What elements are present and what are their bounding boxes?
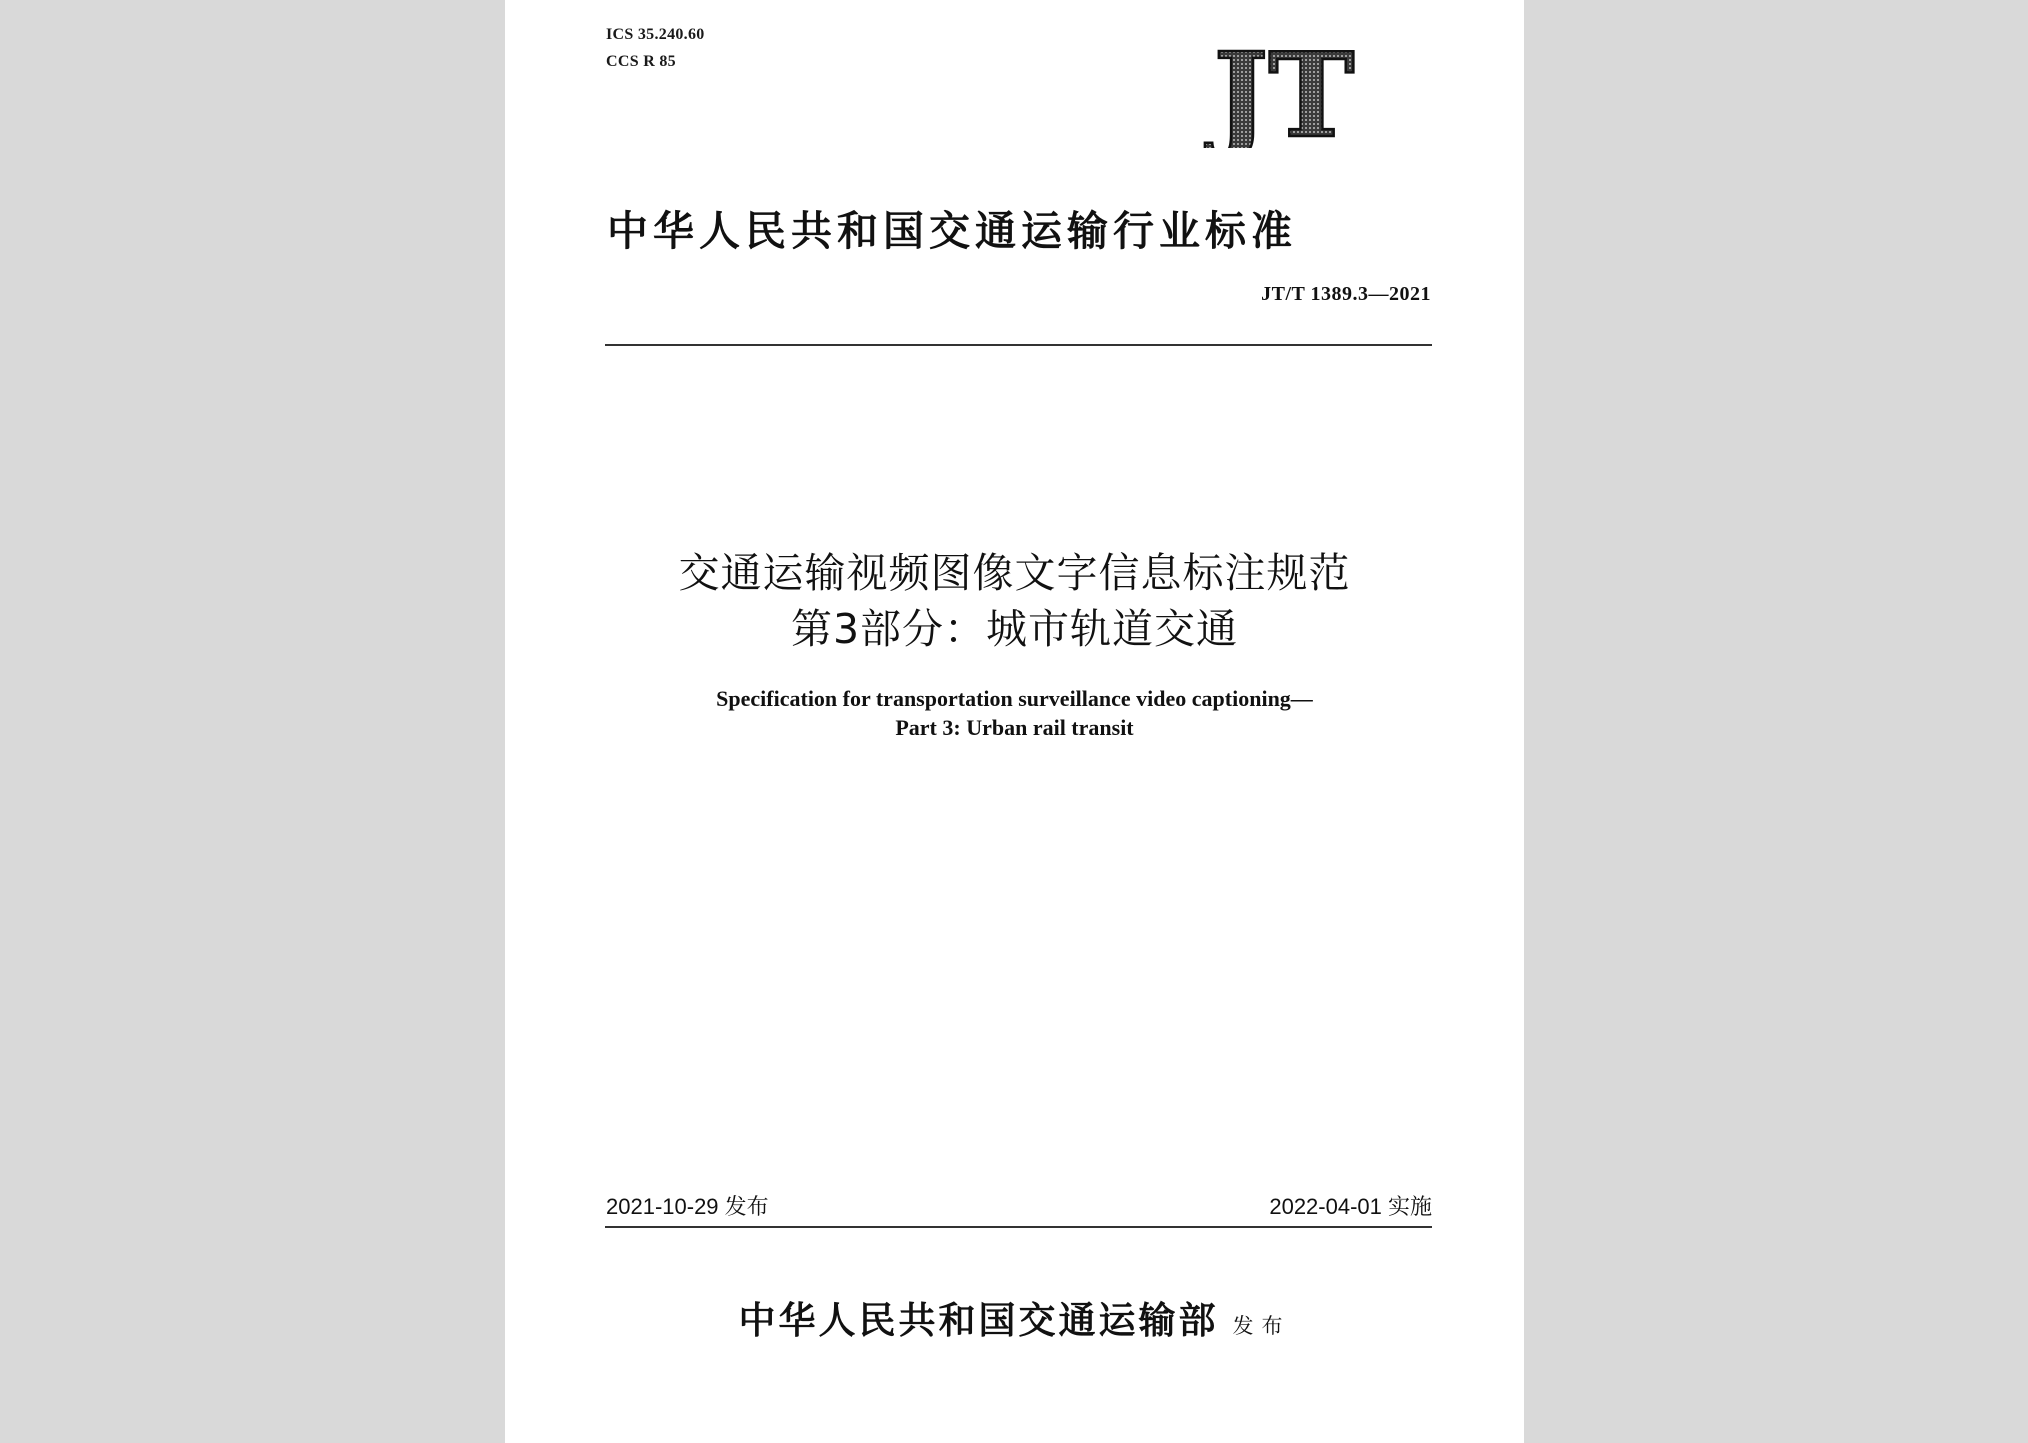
- title-cn-line1: 交通运输视频图像文字信息标注规范: [678, 549, 1351, 597]
- implement-date: 2022-04-01 实施: [1269, 1194, 1432, 1219]
- jt-logo: [1180, 38, 1388, 148]
- title-en-line1: Specification for transportation surveillance video captioning—: [716, 686, 1313, 711]
- title-en-line2: Part 3: Urban rail transit: [895, 715, 1134, 740]
- jt-logo-text: JT: [1213, 38, 1355, 148]
- ics-code: ICS 35.240.60: [606, 26, 705, 43]
- top-divider: [605, 344, 1432, 346]
- bottom-divider: [605, 1226, 1432, 1228]
- publisher-action: 发布: [1232, 1314, 1291, 1338]
- issue-date: 2021-10-29 发布: [606, 1194, 769, 1219]
- ccs-code: CCS R 85: [606, 53, 676, 70]
- standard-code: JT/T 1389.3—2021: [1261, 283, 1431, 305]
- issuer-title: 中华人民共和国交通运输行业标准: [607, 207, 1297, 255]
- publisher-org: 中华人民共和国交通运输部: [738, 1298, 1219, 1342]
- document-page: [505, 0, 1524, 1443]
- title-cn-line2: 第3部分：城市轨道交通: [790, 605, 1239, 653]
- publisher: [505, 1290, 1524, 1344]
